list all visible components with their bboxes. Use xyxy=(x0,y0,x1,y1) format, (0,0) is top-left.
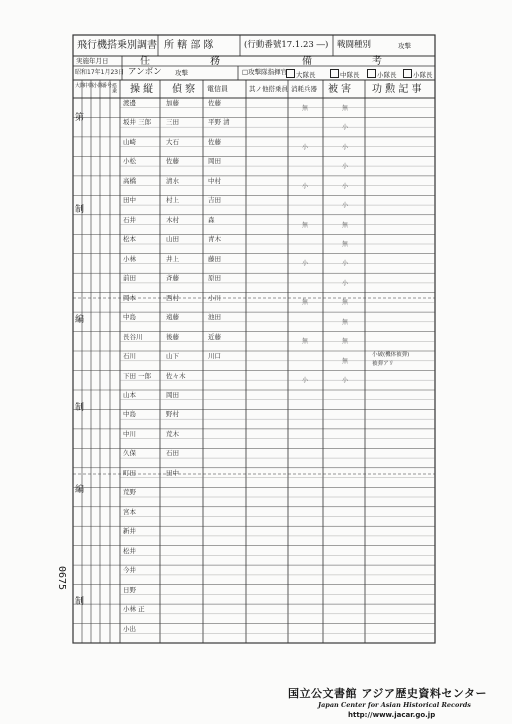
prep-label: 備 xyxy=(302,56,312,67)
date-value: 昭和17年1月23日 xyxy=(75,69,125,76)
col-crew: 搭乗 xyxy=(111,83,117,93)
col-other: 其ノ他搭乗員 xyxy=(249,85,288,93)
side-label-3: 編 xyxy=(75,315,85,325)
damage-mark: 無 xyxy=(342,357,349,365)
side-label-5: 編 xyxy=(75,485,85,495)
col-observer: 偵 察 xyxy=(172,84,196,95)
observer-name: 加藤 xyxy=(166,99,179,107)
radio-operator-name: 吉田 xyxy=(208,196,221,205)
damage-mark: 小 xyxy=(342,124,349,132)
observer-name: 石田 xyxy=(166,449,179,458)
damage-mark: 小 xyxy=(342,260,349,268)
pilot-name: 中島 xyxy=(123,313,136,322)
pilot-name: 小松 xyxy=(123,157,136,166)
damage-mark: 小 xyxy=(342,143,349,151)
duty-label: 任 xyxy=(140,56,150,67)
damage-mark: 小 xyxy=(342,182,349,190)
radio-operator-name: 佐藤 xyxy=(208,137,221,146)
consumed-mark: 小 xyxy=(302,260,309,268)
place-value: アンボン xyxy=(128,67,162,77)
radio-operator-name: 佐藤 xyxy=(208,99,221,107)
pilot-name: 長谷川 xyxy=(123,332,143,341)
observer-name: 田中 xyxy=(166,468,179,477)
consumed-mark: 無 xyxy=(302,221,309,229)
archive-url: http://www.jacar.go.jp xyxy=(348,711,436,719)
pilot-name: 今井 xyxy=(123,566,136,575)
option-platoon: 小隊長 xyxy=(367,69,397,79)
pilot-name: 町田 xyxy=(123,468,136,477)
pilot-name: 日野 xyxy=(123,585,136,594)
pilot-name: 松井 xyxy=(123,546,136,555)
merit-note: 小破(機体被弾) xyxy=(372,352,410,358)
pilot-name: 石井 xyxy=(123,215,136,224)
radio-operator-name: 森 xyxy=(208,215,215,224)
pilot-name: 中島 xyxy=(123,410,136,419)
damage-mark: 無 xyxy=(342,221,349,229)
option-platoon-2: 小隊長 xyxy=(403,69,433,79)
pilot-name: 小林 正 xyxy=(123,605,145,614)
pilot-name: 宮本 xyxy=(123,507,136,516)
op-value: 攻撃 xyxy=(175,69,188,77)
col-battalion: 大隊 xyxy=(75,83,86,89)
side-label-6: 制 xyxy=(75,597,85,607)
pilot-name: 山崎 xyxy=(123,137,136,146)
observer-name: 斉藤 xyxy=(166,274,179,283)
merit-note-2: 被弾アリ xyxy=(372,361,394,367)
radio-operator-name: 藤田 xyxy=(208,254,221,263)
observer-name: 山下 xyxy=(166,352,179,361)
col-pilot: 操 縦 xyxy=(130,84,154,95)
type-value: 攻撃 xyxy=(398,42,411,50)
damage-mark: 小 xyxy=(342,377,349,385)
document-title: 飛行機搭乗別調書 xyxy=(77,40,157,51)
pilot-name: 久保 xyxy=(123,449,136,458)
consumed-mark: 無 xyxy=(302,104,309,112)
damage-mark: 無 xyxy=(342,299,349,307)
observer-name: 井上 xyxy=(166,254,179,263)
observer-name: 三田 xyxy=(166,118,179,127)
page-number-stamp: 0675 xyxy=(56,566,67,591)
pilot-name: 荒野 xyxy=(123,488,136,497)
observer-name: 大石 xyxy=(166,137,179,146)
pilot-name: 坂井 三郎 xyxy=(123,118,152,127)
col-damage: 被 害 xyxy=(328,84,352,95)
pilot-name: 下田 一郎 xyxy=(123,371,152,380)
radio-operator-name: 池田 xyxy=(208,313,221,322)
option-commander: □攻撃隊指揮官 xyxy=(242,68,288,76)
pilot-name: 中川 xyxy=(123,429,136,438)
observer-name: 遠藤 xyxy=(166,313,179,322)
radio-operator-name: 小川 xyxy=(208,293,221,302)
damage-mark: 小 xyxy=(342,279,349,287)
archive-name-jp: 国立公文書館 アジア歴史資料センター xyxy=(288,687,487,700)
radio-operator-name: 原田 xyxy=(208,274,221,283)
observer-name: 村上 xyxy=(166,196,179,205)
consumed-mark: 小 xyxy=(302,143,309,151)
observer-name: 野村 xyxy=(166,410,179,419)
col-consumed: 消耗兵器 xyxy=(291,85,317,93)
side-label-1: 第 xyxy=(75,113,85,123)
damage-mark: 無 xyxy=(342,104,349,112)
observer-name: 佐々木 xyxy=(166,371,186,380)
damage-mark: 無 xyxy=(342,318,349,326)
consumed-mark: 無 xyxy=(302,338,309,346)
col-company: 中隊 xyxy=(84,83,95,89)
pilot-name: 山本 xyxy=(123,390,136,399)
pilot-name: 岡本 xyxy=(123,293,136,302)
col-merit: 功 勲 記 事 xyxy=(372,84,422,95)
radio-operator-name: 岡田 xyxy=(208,157,221,166)
date-label: 実施年月日 xyxy=(76,57,109,65)
damage-mark: 無 xyxy=(342,338,349,346)
radio-operator-name: 中村 xyxy=(208,176,221,185)
observer-name: 荒木 xyxy=(166,429,179,438)
consumed-mark: 小 xyxy=(302,377,309,385)
pilot-name: 小林 xyxy=(123,254,136,263)
duty-label-2: 務 xyxy=(210,56,220,67)
pilot-name: 前田 xyxy=(123,274,136,283)
damage-mark: 無 xyxy=(342,240,349,248)
consumed-mark: 小 xyxy=(302,182,309,190)
damage-mark: 小 xyxy=(342,202,349,210)
pilot-name: 松本 xyxy=(123,235,136,244)
option-company: 中隊長 xyxy=(330,69,360,79)
observer-name: 木村 xyxy=(166,215,179,224)
archive-name-en: Japan Center for Asian Historical Records xyxy=(318,701,471,709)
side-label-2: 制 xyxy=(75,205,85,215)
radio-operator-name: 川口 xyxy=(208,352,221,361)
pilot-name: 小出 xyxy=(123,624,136,633)
damage-mark: 小 xyxy=(342,163,349,171)
pilot-name: 渡邊 xyxy=(123,99,136,107)
col-platoon: 小隊 xyxy=(93,83,104,89)
radio-operator-name: 平野 清 xyxy=(208,118,230,127)
observer-name: 山田 xyxy=(166,235,179,244)
col-number: 番号 xyxy=(102,83,113,89)
observer-name: 後藤 xyxy=(166,332,179,341)
observer-name: 佐藤 xyxy=(166,157,179,166)
observer-name: 清水 xyxy=(166,176,179,185)
pilot-name: 田中 xyxy=(123,196,136,205)
observer-name: 岡田 xyxy=(166,390,179,399)
option-battalion: 大隊長 xyxy=(286,69,316,79)
unit-label: 所 轄 部 隊 xyxy=(164,40,214,51)
consumed-mark: 無 xyxy=(302,299,309,307)
unit-value: (行動番號17.1.23 ―) xyxy=(244,40,329,50)
pilot-name: 高橋 xyxy=(123,176,136,185)
radio-operator-name: 青木 xyxy=(208,235,221,244)
pilot-name: 新井 xyxy=(123,527,136,536)
type-label: 戦闘種別 xyxy=(337,40,372,50)
pilot-name: 石川 xyxy=(123,352,136,361)
col-radio: 電信員 xyxy=(207,85,228,93)
remarks-label: 考 xyxy=(372,56,382,67)
side-label-4: 制 xyxy=(75,403,85,413)
observer-name: 西村 xyxy=(166,293,179,302)
radio-operator-name: 近藤 xyxy=(208,332,221,341)
